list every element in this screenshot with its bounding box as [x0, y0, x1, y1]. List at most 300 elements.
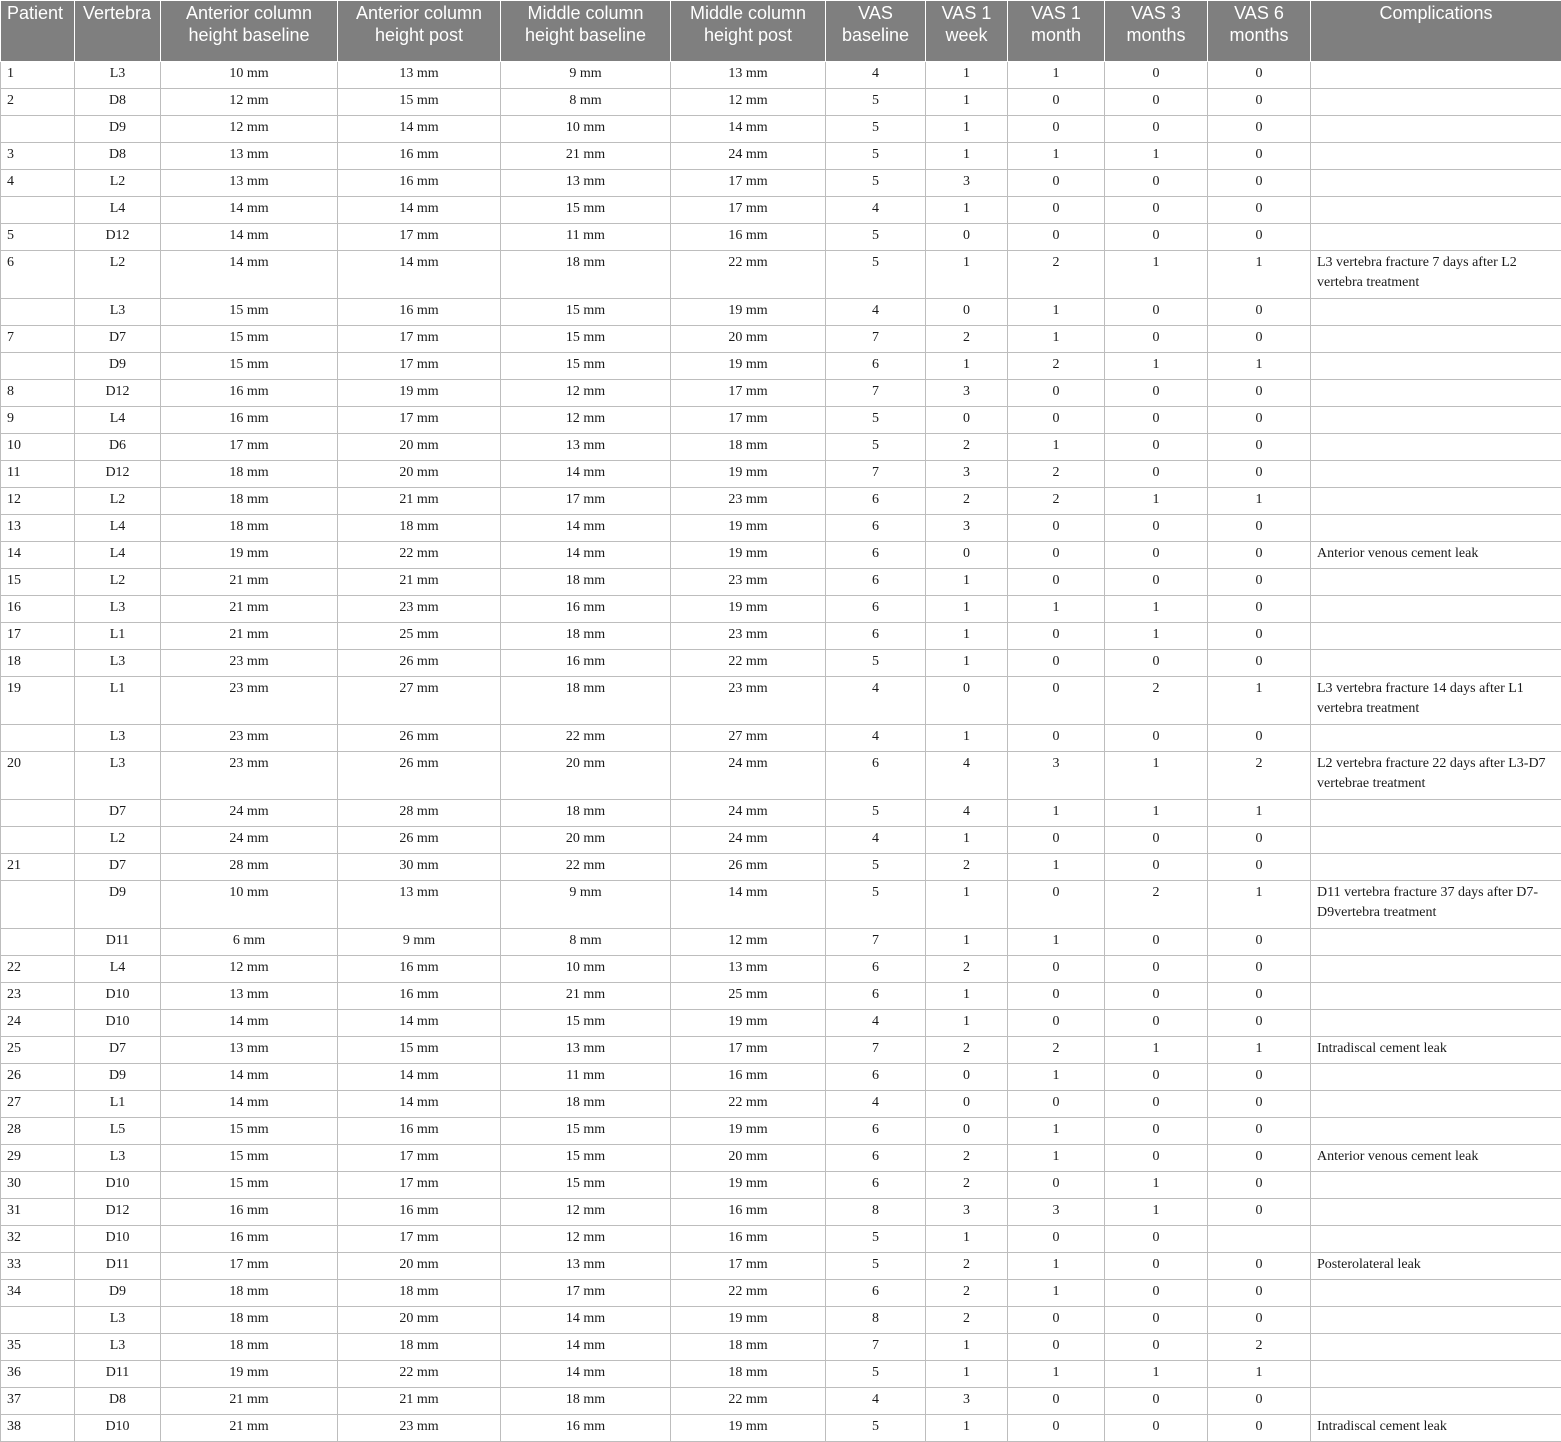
- cell-vas-3-months: 0: [1105, 1253, 1208, 1280]
- table-row: [1, 1037, 1561, 1064]
- cell-mid-post: 24 mm: [671, 143, 826, 170]
- cell-complications: Anterior venous cement leak: [1311, 1145, 1561, 1172]
- cell-vas-baseline: 8: [826, 1199, 926, 1226]
- cell-mid-base: 12 mm: [501, 407, 671, 434]
- cell-complications: [1311, 353, 1561, 380]
- cell-vas-1-month: 0: [1008, 1010, 1105, 1037]
- cell-vas-1-week: 2: [926, 1172, 1008, 1199]
- cell-vas-1-month: 0: [1008, 197, 1105, 224]
- cell-vas-1-month: 0: [1008, 983, 1105, 1010]
- cell-mid-base: 14 mm: [501, 1334, 671, 1361]
- cell-mid-base: 20 mm: [501, 827, 671, 854]
- cell-vas-1-week: 1: [926, 89, 1008, 116]
- table-row: [1, 725, 1561, 752]
- cell-mid-base: 15 mm: [501, 1118, 671, 1145]
- cell-vas-1-month: 0: [1008, 224, 1105, 251]
- cell-ant-post: 17 mm: [338, 1172, 501, 1199]
- cell-vas-6-months: 0: [1208, 623, 1311, 650]
- cell-ant-base: 14 mm: [161, 197, 338, 224]
- table-row: [1, 1064, 1561, 1091]
- cell-ant-post: 17 mm: [338, 326, 501, 353]
- table-row: [1, 650, 1561, 677]
- cell-ant-post: 16 mm: [338, 956, 501, 983]
- cell-mid-base: 13 mm: [501, 1037, 671, 1064]
- cell-ant-post: 14 mm: [338, 1091, 501, 1118]
- cell-mid-post: 23 mm: [671, 488, 826, 515]
- cell-mid-base: 17 mm: [501, 488, 671, 515]
- cell-vas-3-months: 0: [1105, 170, 1208, 197]
- cell-mid-post: 16 mm: [671, 1064, 826, 1091]
- table-row: [1, 488, 1561, 515]
- cell-ant-post: 17 mm: [338, 1145, 501, 1172]
- cell-vas-1-week: 1: [926, 1415, 1008, 1442]
- cell-vas-1-week: 2: [926, 434, 1008, 461]
- cell-patient: 16: [1, 596, 75, 623]
- cell-vertebra: D8: [75, 1388, 161, 1415]
- cell-mid-post: 24 mm: [671, 827, 826, 854]
- cell-mid-post: 22 mm: [671, 1388, 826, 1415]
- cell-vas-baseline: 6: [826, 956, 926, 983]
- cell-vas-1-month: 0: [1008, 569, 1105, 596]
- cell-vas-1-month: 0: [1008, 1172, 1105, 1199]
- cell-vas-1-month: 1: [1008, 1280, 1105, 1307]
- cell-ant-base: 12 mm: [161, 956, 338, 983]
- cell-mid-post: 20 mm: [671, 1145, 826, 1172]
- cell-patient: 26: [1, 1064, 75, 1091]
- cell-ant-base: 14 mm: [161, 251, 338, 299]
- cell-ant-post: 18 mm: [338, 1280, 501, 1307]
- cell-vas-1-month: 0: [1008, 677, 1105, 725]
- cell-complications: [1311, 800, 1561, 827]
- cell-mid-base: 21 mm: [501, 143, 671, 170]
- cell-ant-post: 16 mm: [338, 1199, 501, 1226]
- cell-vas-6-months: 1: [1208, 677, 1311, 725]
- cell-vas-3-months: 1: [1105, 596, 1208, 623]
- table-row: [1, 596, 1561, 623]
- cell-patient: 20: [1, 752, 75, 800]
- cell-vas-1-month: 1: [1008, 143, 1105, 170]
- cell-mid-base: 14 mm: [501, 1307, 671, 1334]
- cell-vas-6-months: 0: [1208, 62, 1311, 89]
- cell-patient: 6: [1, 251, 75, 299]
- cell-vas-baseline: 6: [826, 542, 926, 569]
- cell-patient: [1, 725, 75, 752]
- cell-vas-6-months: 0: [1208, 143, 1311, 170]
- cell-mid-base: 17 mm: [501, 1280, 671, 1307]
- cell-vas-1-month: 0: [1008, 623, 1105, 650]
- table-row: [1, 1280, 1561, 1307]
- cell-mid-post: 17 mm: [671, 197, 826, 224]
- table-row: [1, 89, 1561, 116]
- cell-patient: 5: [1, 224, 75, 251]
- cell-ant-post: 26 mm: [338, 650, 501, 677]
- cell-vas-3-months: 1: [1105, 752, 1208, 800]
- cell-vas-1-month: 2: [1008, 353, 1105, 380]
- cell-complications: Intradiscal cement leak: [1311, 1415, 1561, 1442]
- cell-mid-post: 12 mm: [671, 89, 826, 116]
- cell-complications: [1311, 1280, 1561, 1307]
- cell-vas-baseline: 6: [826, 488, 926, 515]
- cell-patient: 34: [1, 1280, 75, 1307]
- cell-vas-3-months: 0: [1105, 1280, 1208, 1307]
- cell-vertebra: D8: [75, 89, 161, 116]
- cell-vas-1-week: 1: [926, 116, 1008, 143]
- cell-vertebra: D10: [75, 1226, 161, 1253]
- cell-vertebra: L3: [75, 725, 161, 752]
- cell-vas-6-months: 1: [1208, 1361, 1311, 1388]
- table-row: [1, 224, 1561, 251]
- cell-vas-3-months: 0: [1105, 1307, 1208, 1334]
- cell-mid-post: 17 mm: [671, 407, 826, 434]
- cell-vertebra: D12: [75, 1199, 161, 1226]
- cell-vas-6-months: 0: [1208, 434, 1311, 461]
- cell-vas-1-month: 1: [1008, 854, 1105, 881]
- cell-patient: 4: [1, 170, 75, 197]
- cell-vas-3-months: 0: [1105, 89, 1208, 116]
- cell-vertebra: D12: [75, 224, 161, 251]
- cell-vas-1-month: 1: [1008, 326, 1105, 353]
- cell-patient: 25: [1, 1037, 75, 1064]
- cell-mid-base: 12 mm: [501, 380, 671, 407]
- cell-vas-3-months: 0: [1105, 299, 1208, 326]
- table-row: [1, 170, 1561, 197]
- cell-ant-base: 24 mm: [161, 827, 338, 854]
- cell-vas-6-months: 0: [1208, 956, 1311, 983]
- cell-vas-1-month: 2: [1008, 251, 1105, 299]
- table-row: [1, 881, 1561, 929]
- cell-mid-base: 10 mm: [501, 116, 671, 143]
- cell-complications: [1311, 1091, 1561, 1118]
- cell-vas-3-months: 0: [1105, 1415, 1208, 1442]
- cell-complications: D11 vertebra fracture 37 days after D7-D9vertebra treatment: [1311, 881, 1561, 929]
- cell-ant-base: 19 mm: [161, 1361, 338, 1388]
- cell-mid-base: 15 mm: [501, 299, 671, 326]
- cell-vas-6-months: 0: [1208, 1199, 1311, 1226]
- cell-ant-post: 13 mm: [338, 881, 501, 929]
- cell-vas-baseline: 5: [826, 1361, 926, 1388]
- cell-ant-base: 23 mm: [161, 725, 338, 752]
- cell-patient: 10: [1, 434, 75, 461]
- cell-complications: [1311, 224, 1561, 251]
- header-vas-3-months: VAS 3 months: [1105, 1, 1208, 62]
- cell-vas-1-week: 0: [926, 1064, 1008, 1091]
- cell-vas-3-months: 0: [1105, 224, 1208, 251]
- cell-complications: [1311, 827, 1561, 854]
- table-row: [1, 434, 1561, 461]
- cell-ant-post: 16 mm: [338, 143, 501, 170]
- cell-vas-1-week: 0: [926, 677, 1008, 725]
- cell-patient: 15: [1, 569, 75, 596]
- cell-vertebra: D10: [75, 1172, 161, 1199]
- cell-mid-base: 16 mm: [501, 1415, 671, 1442]
- cell-vas-1-week: 3: [926, 170, 1008, 197]
- cell-ant-base: 23 mm: [161, 677, 338, 725]
- cell-mid-post: 14 mm: [671, 881, 826, 929]
- cell-mid-base: 16 mm: [501, 596, 671, 623]
- cell-ant-base: 12 mm: [161, 116, 338, 143]
- cell-ant-post: 14 mm: [338, 197, 501, 224]
- cell-vas-6-months: 0: [1208, 1145, 1311, 1172]
- cell-mid-post: 23 mm: [671, 623, 826, 650]
- cell-mid-post: 19 mm: [671, 1118, 826, 1145]
- cell-vas-1-month: 3: [1008, 752, 1105, 800]
- cell-vas-baseline: 5: [826, 854, 926, 881]
- cell-patient: [1, 116, 75, 143]
- cell-ant-base: 15 mm: [161, 1172, 338, 1199]
- cell-ant-post: 17 mm: [338, 407, 501, 434]
- cell-vertebra: D10: [75, 1010, 161, 1037]
- cell-vas-baseline: 6: [826, 1118, 926, 1145]
- cell-ant-post: 26 mm: [338, 752, 501, 800]
- cell-mid-base: 8 mm: [501, 89, 671, 116]
- cell-ant-base: 15 mm: [161, 1118, 338, 1145]
- cell-mid-base: 15 mm: [501, 326, 671, 353]
- cell-mid-base: 14 mm: [501, 461, 671, 488]
- cell-vertebra: L3: [75, 596, 161, 623]
- cell-vas-1-week: 0: [926, 1091, 1008, 1118]
- cell-complications: L3 vertebra fracture 14 days after L1 vertebra treatment: [1311, 677, 1561, 725]
- cell-ant-post: 22 mm: [338, 542, 501, 569]
- cell-vas-baseline: 5: [826, 434, 926, 461]
- cell-complications: [1311, 1334, 1561, 1361]
- cell-vertebra: L3: [75, 650, 161, 677]
- cell-vas-3-months: 1: [1105, 1199, 1208, 1226]
- table-row: [1, 1361, 1561, 1388]
- cell-vas-6-months: 1: [1208, 881, 1311, 929]
- header-mid-post: Middle column height post: [671, 1, 826, 62]
- cell-complications: [1311, 1361, 1561, 1388]
- cell-mid-post: 16 mm: [671, 1199, 826, 1226]
- table-row: [1, 1145, 1561, 1172]
- cell-vas-baseline: 7: [826, 1334, 926, 1361]
- cell-complications: L2 vertebra fracture 22 days after L3-D7 vertebrae treatment: [1311, 752, 1561, 800]
- cell-complications: [1311, 170, 1561, 197]
- cell-ant-base: 13 mm: [161, 170, 338, 197]
- cell-vas-3-months: 0: [1105, 569, 1208, 596]
- cell-vertebra: L4: [75, 407, 161, 434]
- cell-vas-3-months: 1: [1105, 143, 1208, 170]
- cell-complications: [1311, 116, 1561, 143]
- cell-vas-3-months: 0: [1105, 515, 1208, 542]
- cell-ant-base: 21 mm: [161, 1415, 338, 1442]
- cell-complications: [1311, 623, 1561, 650]
- cell-vas-6-months: 0: [1208, 854, 1311, 881]
- cell-vas-1-week: 1: [926, 1010, 1008, 1037]
- cell-vas-baseline: 6: [826, 353, 926, 380]
- cell-ant-post: 28 mm: [338, 800, 501, 827]
- cell-vas-1-month: 0: [1008, 170, 1105, 197]
- cell-vertebra: D7: [75, 1037, 161, 1064]
- cell-vertebra: L4: [75, 515, 161, 542]
- cell-complications: [1311, 488, 1561, 515]
- cell-complications: [1311, 650, 1561, 677]
- cell-mid-post: 19 mm: [671, 1307, 826, 1334]
- cell-complications: [1311, 62, 1561, 89]
- table-row: [1, 380, 1561, 407]
- cell-vas-baseline: 5: [826, 650, 926, 677]
- cell-mid-post: 26 mm: [671, 854, 826, 881]
- cell-patient: 37: [1, 1388, 75, 1415]
- cell-vas-1-month: 0: [1008, 89, 1105, 116]
- cell-vas-6-months: 0: [1208, 1280, 1311, 1307]
- cell-complications: [1311, 434, 1561, 461]
- cell-mid-base: 13 mm: [501, 1253, 671, 1280]
- cell-vas-1-month: 0: [1008, 380, 1105, 407]
- cell-ant-base: 14 mm: [161, 1091, 338, 1118]
- cell-ant-base: 18 mm: [161, 1307, 338, 1334]
- cell-vas-1-month: 1: [1008, 800, 1105, 827]
- cell-vas-1-week: 3: [926, 1388, 1008, 1415]
- cell-vas-1-month: 0: [1008, 881, 1105, 929]
- header-mid-base: Middle column height baseline: [501, 1, 671, 62]
- cell-vas-baseline: 5: [826, 116, 926, 143]
- cell-mid-base: 9 mm: [501, 62, 671, 89]
- cell-vertebra: L3: [75, 1307, 161, 1334]
- cell-ant-post: 18 mm: [338, 1334, 501, 1361]
- cell-ant-post: 25 mm: [338, 623, 501, 650]
- header-row: [1, 1, 1561, 62]
- cell-mid-base: 11 mm: [501, 224, 671, 251]
- cell-vas-1-month: 0: [1008, 515, 1105, 542]
- cell-vertebra: L3: [75, 752, 161, 800]
- cell-patient: 2: [1, 89, 75, 116]
- cell-vas-baseline: 5: [826, 170, 926, 197]
- cell-ant-base: 28 mm: [161, 854, 338, 881]
- cell-ant-post: 16 mm: [338, 299, 501, 326]
- cell-mid-post: 16 mm: [671, 224, 826, 251]
- table-row: [1, 299, 1561, 326]
- cell-vas-1-week: 1: [926, 650, 1008, 677]
- cell-vas-3-months: 0: [1105, 650, 1208, 677]
- cell-ant-post: 23 mm: [338, 596, 501, 623]
- cell-vas-baseline: 6: [826, 983, 926, 1010]
- table-row: [1, 461, 1561, 488]
- cell-patient: 1: [1, 62, 75, 89]
- cell-vas-1-week: 1: [926, 62, 1008, 89]
- cell-vas-6-months: 0: [1208, 1172, 1311, 1199]
- cell-mid-base: 14 mm: [501, 1361, 671, 1388]
- cell-vas-6-months: 0: [1208, 1064, 1311, 1091]
- cell-vertebra: L5: [75, 1118, 161, 1145]
- cell-patient: [1, 827, 75, 854]
- table-row: [1, 62, 1561, 89]
- cell-mid-post: 25 mm: [671, 983, 826, 1010]
- cell-vas-6-months: [1208, 1226, 1311, 1253]
- cell-vertebra: D7: [75, 326, 161, 353]
- cell-patient: 38: [1, 1415, 75, 1442]
- cell-ant-base: 13 mm: [161, 1037, 338, 1064]
- cell-complications: [1311, 197, 1561, 224]
- cell-vas-1-week: 2: [926, 854, 1008, 881]
- cell-mid-post: 22 mm: [671, 1091, 826, 1118]
- cell-mid-post: 12 mm: [671, 929, 826, 956]
- cell-mid-post: 22 mm: [671, 1280, 826, 1307]
- cell-vas-3-months: 1: [1105, 623, 1208, 650]
- cell-vas-1-week: 0: [926, 542, 1008, 569]
- cell-vas-3-months: 1: [1105, 1361, 1208, 1388]
- table-row: [1, 515, 1561, 542]
- cell-ant-post: 20 mm: [338, 1307, 501, 1334]
- cell-mid-post: 16 mm: [671, 1226, 826, 1253]
- cell-vas-1-month: 0: [1008, 1415, 1105, 1442]
- cell-ant-post: 16 mm: [338, 1118, 501, 1145]
- cell-mid-post: 19 mm: [671, 515, 826, 542]
- cell-ant-post: 20 mm: [338, 434, 501, 461]
- cell-patient: 9: [1, 407, 75, 434]
- cell-mid-post: 24 mm: [671, 752, 826, 800]
- cell-vertebra: L2: [75, 488, 161, 515]
- cell-vas-6-months: 0: [1208, 197, 1311, 224]
- cell-vas-6-months: 0: [1208, 1091, 1311, 1118]
- cell-complications: [1311, 143, 1561, 170]
- cell-vas-3-months: 0: [1105, 1091, 1208, 1118]
- cell-vertebra: L2: [75, 170, 161, 197]
- cell-patient: 24: [1, 1010, 75, 1037]
- cell-vas-6-months: 1: [1208, 353, 1311, 380]
- cell-ant-base: 10 mm: [161, 881, 338, 929]
- cell-vertebra: D11: [75, 1253, 161, 1280]
- cell-mid-post: 19 mm: [671, 1010, 826, 1037]
- cell-vas-1-month: 0: [1008, 1091, 1105, 1118]
- cell-vas-1-week: 1: [926, 881, 1008, 929]
- cell-vas-6-months: 0: [1208, 326, 1311, 353]
- cell-ant-post: 17 mm: [338, 1226, 501, 1253]
- cell-vas-1-week: 2: [926, 956, 1008, 983]
- cell-mid-base: 22 mm: [501, 725, 671, 752]
- cell-vertebra: D9: [75, 116, 161, 143]
- cell-vas-1-week: 1: [926, 929, 1008, 956]
- cell-vas-1-week: 1: [926, 143, 1008, 170]
- cell-vas-3-months: 1: [1105, 353, 1208, 380]
- cell-mid-post: 17 mm: [671, 380, 826, 407]
- cell-vas-baseline: 4: [826, 1091, 926, 1118]
- cell-vas-3-months: 0: [1105, 1118, 1208, 1145]
- cell-ant-post: 22 mm: [338, 1361, 501, 1388]
- cell-vas-6-months: 0: [1208, 299, 1311, 326]
- header-patient: Patient: [1, 1, 75, 62]
- cell-vas-1-week: 1: [926, 569, 1008, 596]
- cell-complications: [1311, 983, 1561, 1010]
- table-row: [1, 956, 1561, 983]
- cell-mid-post: 14 mm: [671, 116, 826, 143]
- cell-mid-post: 27 mm: [671, 725, 826, 752]
- cell-ant-post: 30 mm: [338, 854, 501, 881]
- cell-vas-baseline: 6: [826, 515, 926, 542]
- cell-vertebra: L1: [75, 623, 161, 650]
- cell-vertebra: D11: [75, 1361, 161, 1388]
- cell-ant-post: 19 mm: [338, 380, 501, 407]
- cell-vertebra: D12: [75, 380, 161, 407]
- cell-vertebra: D8: [75, 143, 161, 170]
- cell-patient: 12: [1, 488, 75, 515]
- cell-mid-base: 18 mm: [501, 1388, 671, 1415]
- cell-vas-1-week: 3: [926, 461, 1008, 488]
- cell-ant-post: 9 mm: [338, 929, 501, 956]
- cell-vas-baseline: 6: [826, 1145, 926, 1172]
- table-row: [1, 929, 1561, 956]
- cell-vas-baseline: 4: [826, 62, 926, 89]
- cell-vas-6-months: 0: [1208, 116, 1311, 143]
- cell-mid-post: 18 mm: [671, 1361, 826, 1388]
- cell-vas-1-week: 2: [926, 1145, 1008, 1172]
- cell-vas-1-week: 4: [926, 800, 1008, 827]
- cell-vas-1-week: 4: [926, 752, 1008, 800]
- cell-vertebra: L2: [75, 827, 161, 854]
- table-row: [1, 1226, 1561, 1253]
- cell-ant-base: 10 mm: [161, 62, 338, 89]
- table-row: [1, 1253, 1561, 1280]
- cell-complications: [1311, 1118, 1561, 1145]
